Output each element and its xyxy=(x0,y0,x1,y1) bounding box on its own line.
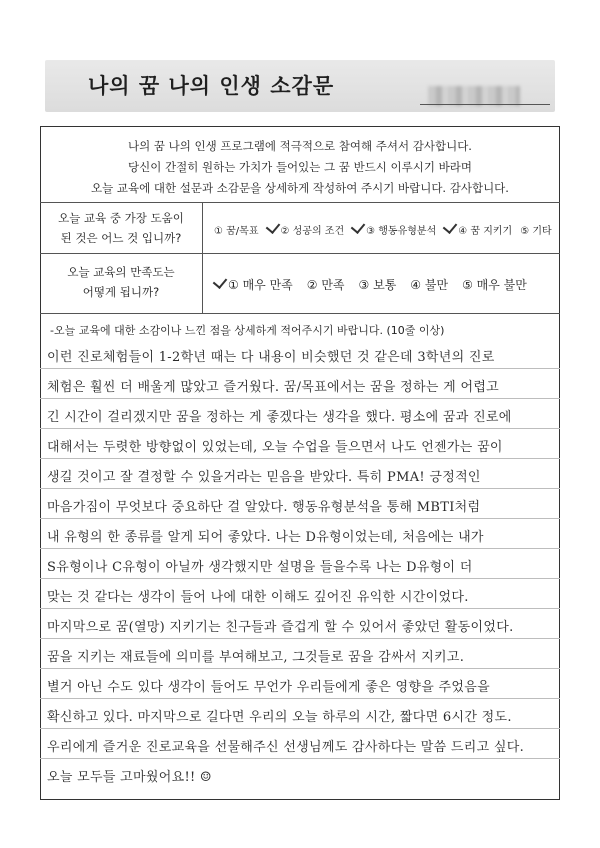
ruled-line xyxy=(40,638,560,639)
checkmark-icon xyxy=(265,219,280,234)
q1-option[interactable] xyxy=(267,222,345,237)
ruled-line xyxy=(40,398,560,399)
q2-option[interactable] xyxy=(462,276,527,293)
redacted-name xyxy=(428,86,520,106)
q2-option[interactable] xyxy=(214,276,293,293)
checkmark-icon xyxy=(213,274,228,289)
essay-line: 꿈을 지키는 재료들에 의미를 부여해보고, 그것들로 꿈을 감싸서 지키고. xyxy=(47,650,465,665)
q2-option[interactable] xyxy=(359,276,397,293)
q2-option-label: ① 매우 만족 xyxy=(228,278,293,292)
q1-option-label: ① 꿈/목표 xyxy=(214,226,259,237)
essay-line: 별거 아닌 수도 있다 생각이 들어도 무언가 우리들에게 좋은 영향을 주었음을 xyxy=(47,680,490,695)
essay-line: 체험은 훨씬 더 배울게 많았고 즐거웠다. 꿈/목표에서는 꿈을 정하는 게 어렵고 xyxy=(47,380,500,395)
q2-option-label: ③ 보통 xyxy=(358,278,397,292)
q2-option-label: ⑤ 매우 불만 xyxy=(462,278,527,292)
divider xyxy=(40,202,560,203)
checkmark-icon xyxy=(443,219,458,234)
ruled-line xyxy=(40,668,560,669)
q1-option[interactable] xyxy=(520,222,551,237)
q1-options xyxy=(214,222,552,237)
q1-question-line: 된 것은 어느 것 입니까? xyxy=(60,231,182,245)
checkmark-icon xyxy=(351,219,366,234)
q2-question xyxy=(40,262,202,302)
q2-options xyxy=(214,276,527,293)
q1-question-line: 오늘 교육 중 가장 도움이 xyxy=(58,211,184,225)
q2-question-line: 어떻게 됩니까? xyxy=(82,285,160,299)
q1-option[interactable] xyxy=(214,222,259,237)
q2-option[interactable] xyxy=(307,276,345,293)
essay-line: 이런 진로체험들이 1-2학년 때는 다 내용이 비슷했던 것 같은데 3학년의 진로 xyxy=(47,350,495,365)
ruled-line xyxy=(40,758,560,759)
name-underline xyxy=(420,104,550,105)
ruled-line xyxy=(40,578,560,579)
ruled-line xyxy=(40,518,560,519)
intro-text xyxy=(0,136,600,199)
intro-line: 나의 꿈 나의 인생 프로그램에 적극적으로 참여해 주셔서 감사합니다. xyxy=(128,139,472,153)
ruled-line xyxy=(40,458,560,459)
essay-line: 생길 것이고 잘 결정할 수 있을거라는 믿음을 받았다. 특히 PMA! 긍정적인 xyxy=(47,470,481,485)
ruled-line xyxy=(40,428,560,429)
ruled-line xyxy=(40,488,560,489)
ruled-line xyxy=(40,728,560,729)
q1-option[interactable] xyxy=(444,222,512,237)
q1-option-label: ⑤ 기타 xyxy=(520,226,552,237)
intro-line: 오늘 교육에 대한 설문과 소감문을 상세하게 작성하여 주시기 바랍니다. 감사합니다. xyxy=(91,181,509,195)
page-title: 나의 꿈 나의 인생 소감문 xyxy=(88,74,335,98)
q1-option-label: ③ 행동유형분석 xyxy=(366,226,437,237)
ruled-line xyxy=(40,368,560,369)
divider xyxy=(40,253,560,254)
divider xyxy=(40,313,560,314)
essay-line: 대해서는 두렷한 방향없이 있었는데, 오늘 수업을 들으면서 나도 언젠가는 꿈이 xyxy=(47,440,503,455)
essay-line: 오늘 모두들 고마웠어요!! ☺ xyxy=(47,770,212,785)
q2-option-label: ② 만족 xyxy=(306,278,345,292)
essay-line: 긴 시간이 걸리겠지만 꿈을 정하는 게 좋겠다는 생각을 했다. 평소에 꿈과 진로에 xyxy=(47,410,512,425)
essay-line: S유형이나 C유형이 아닐까 생각했지만 설명을 들을수록 나는 D유형이 더 xyxy=(47,560,473,575)
divider xyxy=(202,202,203,313)
ruled-line xyxy=(40,608,560,609)
q1-question xyxy=(40,208,202,248)
essay-line: 맞는 것 같다는 생각이 들어 나에 대한 이해도 깊어진 유익한 시간이었다. xyxy=(47,590,469,605)
q1-option-label: ② 성공의 조건 xyxy=(280,226,345,237)
essay-line: 확신하고 있다. 마지막으로 길다면 우리의 오늘 하루의 시간, 짧다면 6시간 정도. xyxy=(47,710,512,725)
ruled-line xyxy=(40,698,560,699)
essay-line: 우리에게 즐거운 진로교육을 선물해주신 선생님께도 감사하다는 말씀 드리고 싶다. xyxy=(47,740,525,755)
essay-instruction: -오늘 교육에 대한 소감이나 느낀 점을 상세하게 적어주시기 바랍니다. (10줄 이상) xyxy=(50,324,445,337)
essay-line: 마음가짐이 무엇보다 중요하단 걸 알았다. 행동유형분석을 통해 MBTI처럼 xyxy=(47,500,481,515)
intro-line: 당신이 간절히 원하는 가치가 들어있는 그 꿈 반드시 이루시기 바라며 xyxy=(128,160,472,174)
q2-question-line: 오늘 교육의 만족도는 xyxy=(67,265,175,279)
q2-option[interactable] xyxy=(410,276,448,293)
ruled-line xyxy=(40,548,560,549)
q1-option-label: ④ 꿈 지키기 xyxy=(458,226,513,237)
q1-option[interactable] xyxy=(352,222,436,237)
essay-line: 내 유형의 한 종류를 알게 되어 좋았다. 나는 D유형이었는데, 처음에는 내가 xyxy=(47,530,484,545)
q2-option-label: ④ 불만 xyxy=(410,278,449,292)
essay-line: 마지막으로 꿈(열망) 지키기는 친구들과 즐겁게 할 수 있어서 좋았던 활동이었다. xyxy=(47,620,514,635)
